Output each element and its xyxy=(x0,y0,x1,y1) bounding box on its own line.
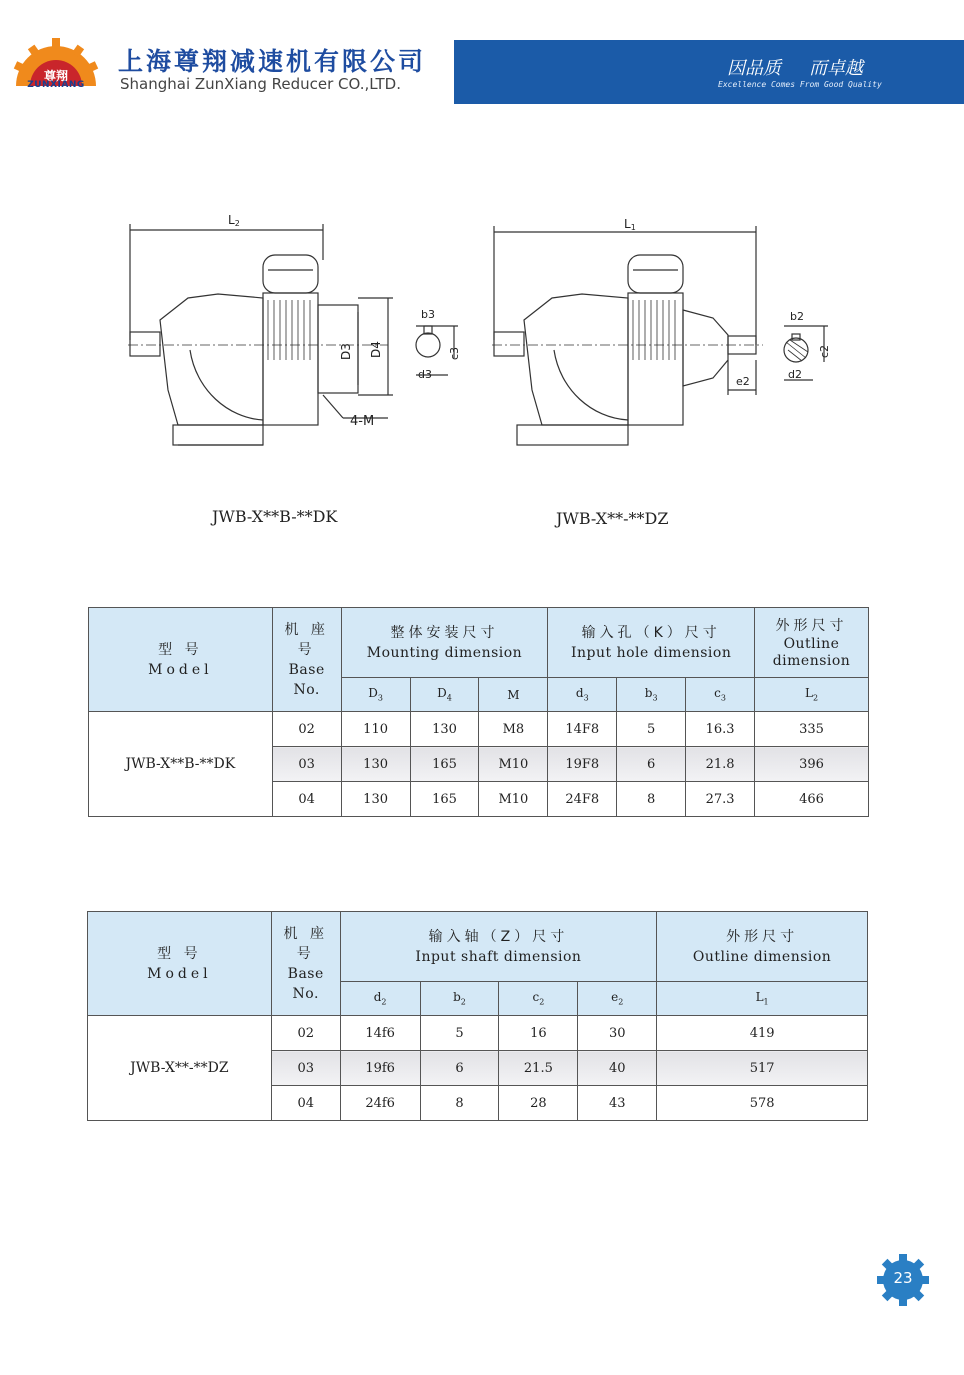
cell-D4: 130 xyxy=(410,712,479,747)
header-input-shaft-cn: 输入轴（Z）尺寸 xyxy=(428,928,569,945)
cell-L1: 517 xyxy=(657,1051,868,1086)
col-d2: $d_2$ xyxy=(340,982,420,1016)
slogan-cn-part-1: 因品质 xyxy=(727,58,781,79)
header-outline xyxy=(657,912,868,982)
slogan-cn-part-2: 而卓越 xyxy=(809,58,863,79)
header-model-cn: 型 号 xyxy=(158,641,203,658)
cell-e2: 40 xyxy=(578,1051,657,1086)
cell-b2: 6 xyxy=(420,1051,499,1086)
dimension-table-dz xyxy=(87,911,868,1121)
header-base xyxy=(272,608,341,712)
cell-base: 03 xyxy=(271,1051,340,1086)
cell-M: M10 xyxy=(479,747,548,782)
cell-c3: 27.3 xyxy=(686,782,755,817)
company-name-cn: 上海尊翔减速机有限公司 xyxy=(118,47,427,76)
header-input-hole-en: Input hole dimension xyxy=(570,644,732,661)
cell-D3: 110 xyxy=(341,712,410,747)
col-c3: $c_3$ xyxy=(686,678,755,712)
col-D3: $D_3$ xyxy=(341,678,410,712)
header-model-en: Model xyxy=(147,965,212,982)
cell-c2: 28 xyxy=(499,1086,578,1121)
dim-c3-label: c3 xyxy=(448,346,461,360)
col-b2: $b_2$ xyxy=(420,982,499,1016)
dim-l1-label: L1 xyxy=(624,217,636,232)
header-base-en-1: Base xyxy=(287,965,324,982)
drawing-jwb-dk xyxy=(118,200,478,460)
col-D4: $D_4$ xyxy=(410,678,479,712)
dim-b3-label: b3 xyxy=(421,308,435,321)
cell-D4: 165 xyxy=(410,747,479,782)
header-model-en: Model xyxy=(148,661,213,678)
cell-d2: 14f6 xyxy=(340,1016,420,1051)
col-d3: $d_3$ xyxy=(548,678,617,712)
header-mounting-en: Mounting dimension xyxy=(366,644,523,661)
dim-4m-label: 4-M xyxy=(350,414,375,429)
cell-M: M8 xyxy=(479,712,548,747)
cell-b3: 5 xyxy=(617,712,686,747)
cell-L2: 335 xyxy=(755,712,869,747)
dim-d3-small-label: d3 xyxy=(418,368,432,381)
dim-d4-label: D4 xyxy=(369,341,383,358)
cell-L2: 396 xyxy=(755,747,869,782)
cell-c2: 21.5 xyxy=(499,1051,578,1086)
header-base-cn-1: 机 座 xyxy=(284,621,329,638)
dim-l2-label: L2 xyxy=(228,213,240,228)
header-outline-en-2: dimension xyxy=(772,652,851,669)
table-row xyxy=(88,1016,868,1051)
cell-L1: 419 xyxy=(657,1016,868,1051)
header-base xyxy=(271,912,340,1016)
dim-e2-label: e2 xyxy=(736,375,750,388)
model-name-cell: JWB-X**-**DZ xyxy=(88,1016,272,1121)
header-input-hole-cn: 输入孔（K）尺寸 xyxy=(581,624,721,641)
cell-L2: 466 xyxy=(755,782,869,817)
cell-base: 04 xyxy=(272,782,341,817)
cell-L1: 578 xyxy=(657,1086,868,1121)
cell-base: 02 xyxy=(271,1016,340,1051)
header-input-shaft-en: Input shaft dimension xyxy=(415,948,582,965)
header-mounting xyxy=(341,608,548,678)
cell-c3: 21.8 xyxy=(686,747,755,782)
header-base-en-2: No. xyxy=(292,985,319,1002)
col-L2: $L_2$ xyxy=(755,678,869,712)
cell-d3: 24F8 xyxy=(548,782,617,817)
cell-e2: 30 xyxy=(578,1016,657,1051)
header-outline-en-1: Outline xyxy=(783,635,840,652)
header-base-en-2: No. xyxy=(293,681,320,698)
col-M: M xyxy=(479,678,548,712)
cell-d2: 19f6 xyxy=(340,1051,420,1086)
cell-b3: 6 xyxy=(617,747,686,782)
cell-base: 03 xyxy=(272,747,341,782)
cell-D4: 165 xyxy=(410,782,479,817)
drawing-caption-dk: JWB-X**B-**DK xyxy=(212,507,338,526)
header-input-hole xyxy=(548,608,755,678)
model-name-cell: JWB-X**B-**DK xyxy=(89,712,273,817)
cell-d3: 14F8 xyxy=(548,712,617,747)
dim-c2-label: c2 xyxy=(818,344,831,358)
header-base-cn-1: 机 座 xyxy=(283,925,328,942)
header-outline-cn: 外形尺寸 xyxy=(775,617,848,634)
cell-M: M10 xyxy=(479,782,548,817)
header-mounting-cn: 整体安装尺寸 xyxy=(390,624,499,641)
header-base-en-1: Base xyxy=(288,661,325,678)
page-number: 23 xyxy=(893,1269,913,1287)
header-input-shaft xyxy=(340,912,657,982)
cell-d2: 24f6 xyxy=(340,1086,420,1121)
drawing-jwb-dz xyxy=(488,200,848,460)
header-outline-en: Outline dimension xyxy=(692,948,832,965)
table-row xyxy=(89,712,869,747)
header-model-cn: 型 号 xyxy=(157,945,202,962)
dimension-table-dk xyxy=(88,607,869,817)
header-outline xyxy=(755,608,869,678)
col-e2: $e_2$ xyxy=(578,982,657,1016)
header-base-cn-2: 号 xyxy=(297,641,316,658)
slogan-cn xyxy=(727,54,891,80)
cell-base: 02 xyxy=(272,712,341,747)
cell-b2: 8 xyxy=(420,1086,499,1121)
cell-D3: 130 xyxy=(341,747,410,782)
cell-b2: 5 xyxy=(420,1016,499,1051)
col-b3: $b_3$ xyxy=(617,678,686,712)
company-name-en: Shanghai ZunXiang Reducer CO.,LTD. xyxy=(120,75,402,93)
cell-D3: 130 xyxy=(341,782,410,817)
dim-d2-label: d2 xyxy=(788,368,802,381)
header-outline-cn: 外形尺寸 xyxy=(726,928,799,945)
cell-e2: 43 xyxy=(578,1086,657,1121)
dim-b2-label: b2 xyxy=(790,310,804,323)
logo-badge-text: 尊翔 xyxy=(43,69,69,83)
cell-d3: 19F8 xyxy=(548,747,617,782)
cell-c2: 16 xyxy=(499,1016,578,1051)
logo-wordmark: ZUNXIANG xyxy=(27,80,85,90)
col-L1: $L_1$ xyxy=(657,982,868,1016)
header-base-cn-2: 号 xyxy=(296,945,315,962)
dim-d3-label: D3 xyxy=(339,343,353,360)
cell-b3: 8 xyxy=(617,782,686,817)
col-c2: $c_2$ xyxy=(499,982,578,1016)
cell-c3: 16.3 xyxy=(686,712,755,747)
header-model xyxy=(89,608,273,712)
slogan-en: Excellence Comes From Good Quality xyxy=(718,80,882,89)
drawing-caption-dz: JWB-X**-**DZ xyxy=(556,509,669,528)
header-model xyxy=(88,912,272,1016)
cell-base: 04 xyxy=(271,1086,340,1121)
